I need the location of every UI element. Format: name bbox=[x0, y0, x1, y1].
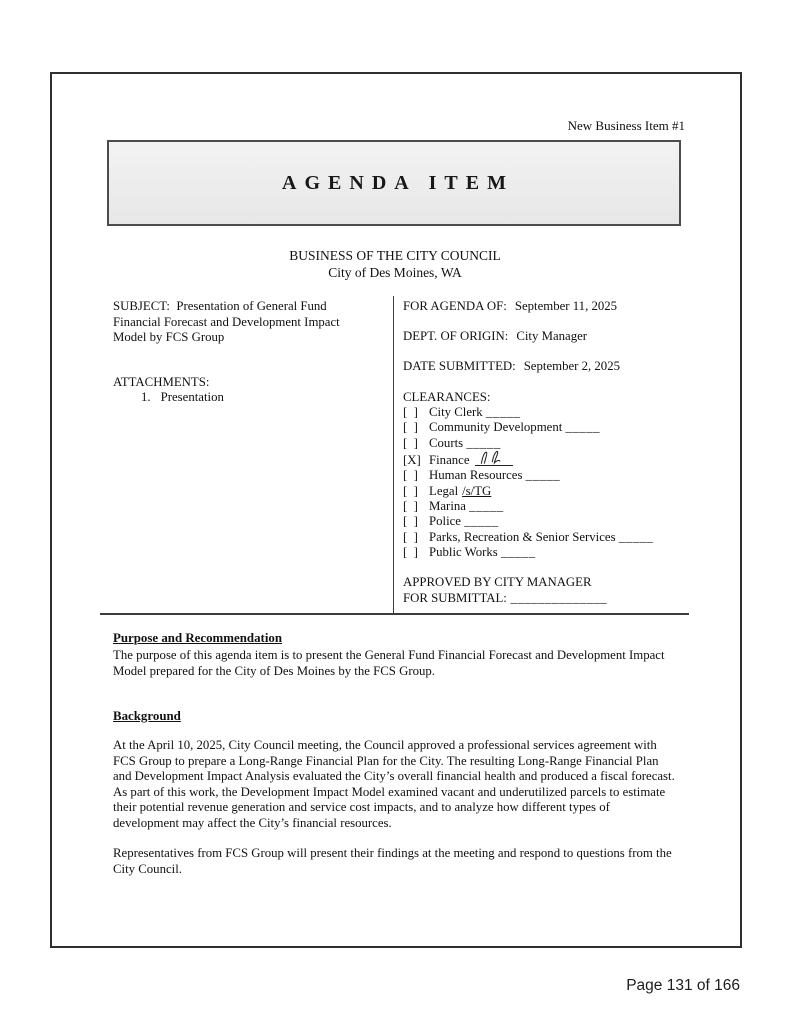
clearance-name: Legal bbox=[429, 483, 459, 498]
clearance-row-finance bbox=[403, 451, 689, 468]
date-submitted-value: September 2, 2025 bbox=[523, 359, 621, 374]
approval-block bbox=[403, 575, 689, 606]
finance-handwritten-initials-icon bbox=[475, 451, 513, 466]
clearance-row-parks bbox=[403, 530, 689, 545]
signature-blank: _____ bbox=[485, 405, 521, 420]
checkbox: [ ] bbox=[403, 483, 418, 498]
date-submitted-row bbox=[403, 359, 689, 375]
attachment-number: 1. bbox=[141, 390, 151, 405]
council-heading-line2: City of Des Moines, WA bbox=[328, 265, 462, 280]
subject-text: Presentation of General Fund Financial Forecast and Development Impact Model by FCS Group bbox=[113, 299, 340, 345]
clearance-row-human-resources bbox=[403, 468, 689, 483]
signature-blank: _____ bbox=[618, 529, 654, 544]
checkbox: [ ] bbox=[403, 498, 418, 513]
clearance-name: Community Development bbox=[429, 420, 563, 435]
clearance-row-public-works bbox=[403, 545, 689, 560]
page-number: Page 131 of 166 bbox=[626, 977, 740, 994]
checkbox: [ ] bbox=[403, 468, 418, 483]
agenda-of-value: September 11, 2025 bbox=[514, 299, 618, 313]
approved-by-line: APPROVED BY CITY MANAGER bbox=[403, 575, 592, 590]
checkbox: [ ] bbox=[403, 435, 418, 450]
clearance-name: Marina bbox=[429, 498, 466, 513]
header-note: New Business Item #1 bbox=[567, 118, 685, 133]
clearances-label: CLEARANCES: bbox=[403, 389, 491, 404]
checkbox: [ ] bbox=[403, 405, 418, 420]
dept-origin-value: City Manager bbox=[516, 329, 588, 344]
purpose-paragraph: The purpose of this agenda item is to present the General Fund Financial Forecast and Development Impact Model prepared for the City of Des Moines by the FCS Group. bbox=[113, 648, 665, 678]
background-paragraph-1: At the April 10, 2025, City Council meeting, the Council approved a professional services agreement with FCS Group to prepare a Long-Range Financial Plan for the City. The resulting Long-Range Financial Plan and Development Impact Analysis evaluated the City’s overall financial health and produced a fiscal forecast. As part of this work, the Development Impact Model examined vacant and underutilized parcels to estimate their potential revenue generation and service cost impacts, and to analyze how different types of development may affect the City’s financial resources. bbox=[113, 738, 675, 830]
banner-title: AGENDA ITEM bbox=[282, 171, 514, 194]
subject-label: SUBJECT: bbox=[113, 299, 170, 313]
checkbox: [ ] bbox=[403, 420, 418, 435]
dept-origin-row bbox=[403, 329, 689, 345]
subject-cell bbox=[100, 296, 394, 613]
checkbox: [ ] bbox=[403, 544, 418, 559]
date-submitted-label: DATE SUBMITTED: bbox=[403, 359, 516, 374]
clearance-row-marina bbox=[403, 499, 689, 514]
background-paragraph-2: Representatives from FCS Group will present their findings at the meeting and respond to questions from the City Council. bbox=[113, 846, 672, 876]
purpose-heading: Purpose and Recommendation bbox=[113, 631, 283, 645]
council-heading-line1: BUSINESS OF THE CITY COUNCIL bbox=[289, 248, 501, 263]
legal-signature-text: /s/TG bbox=[462, 483, 492, 498]
clearance-name: City Clerk bbox=[429, 405, 483, 420]
routing-cell bbox=[394, 296, 689, 613]
agenda-of-label: FOR AGENDA OF: bbox=[403, 299, 507, 313]
clearance-row-community-development bbox=[403, 420, 689, 435]
clearance-name: Police bbox=[429, 514, 461, 529]
dept-origin-label: DEPT. OF ORIGIN: bbox=[403, 329, 509, 344]
checkbox: [ ] bbox=[403, 529, 418, 544]
agenda-info-table bbox=[100, 296, 689, 615]
signature-blank: _____ bbox=[466, 435, 501, 450]
for-submittal-label: FOR SUBMITTAL: bbox=[403, 590, 507, 605]
submittal-blank: ______________ bbox=[506, 590, 608, 605]
signature-blank: _____ bbox=[500, 544, 536, 559]
for-submittal-line bbox=[403, 591, 689, 607]
attachments-label: ATTACHMENTS: bbox=[113, 374, 210, 389]
clearance-name: Parks, Recreation & Senior Services bbox=[429, 529, 616, 544]
checkbox: [ ] bbox=[403, 514, 418, 529]
clearance-row-city-clerk bbox=[403, 405, 689, 420]
signature-blank: _____ bbox=[565, 420, 600, 435]
clearance-name: Public Works bbox=[429, 544, 498, 559]
agenda-item-banner bbox=[107, 140, 681, 226]
signature-blank: _____ bbox=[469, 498, 504, 513]
subject-block bbox=[113, 299, 365, 346]
attachment-item bbox=[113, 390, 383, 406]
background-heading: Background bbox=[113, 709, 181, 723]
checkbox-checked: [X] bbox=[403, 453, 421, 468]
council-heading bbox=[50, 247, 740, 281]
agenda-of-row bbox=[403, 299, 689, 315]
clearance-row-police bbox=[403, 514, 689, 529]
clearance-name: Finance bbox=[429, 453, 470, 468]
clearance-name: Courts bbox=[429, 435, 464, 450]
signature-blank: _____ bbox=[464, 514, 499, 529]
clearance-name: Human Resources bbox=[429, 468, 523, 483]
signature-blank: _____ bbox=[525, 468, 561, 483]
clearance-row-legal bbox=[403, 484, 689, 499]
attachment-label: Presentation bbox=[160, 390, 224, 405]
clearance-row-courts bbox=[403, 436, 689, 451]
